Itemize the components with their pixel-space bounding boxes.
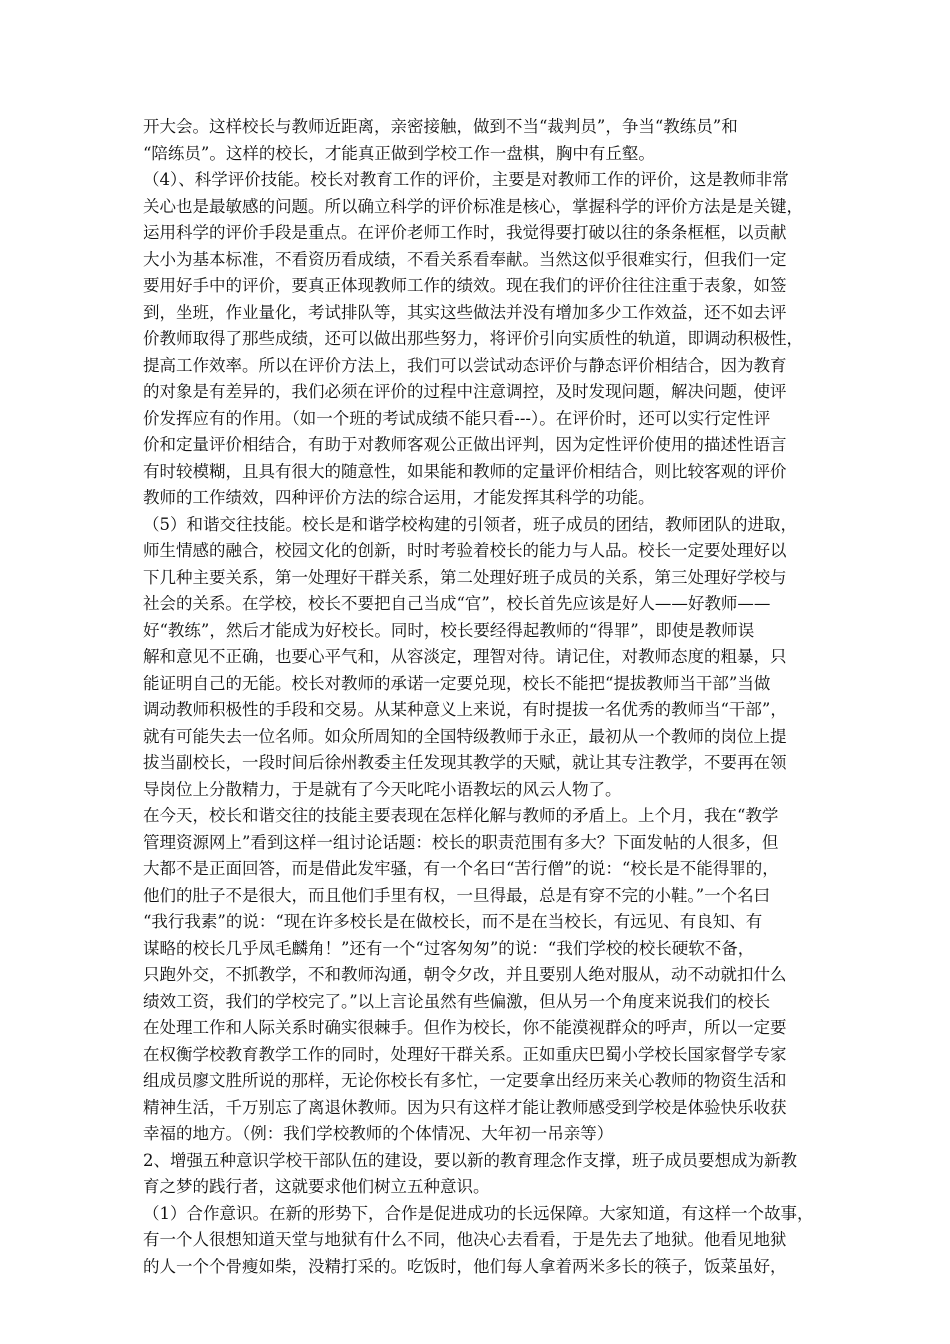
text-line: 导岗位上分散精力，于是就有了今天叱咤小语教坛的风云人物了。: [143, 779, 622, 799]
text-line: 师生情感的融合，校园文化的创新，时时考验着校长的能力与人品。校长一定要处理好以: [143, 541, 787, 560]
text-line: “陪练员”。这样的校长，才能真正做到学校工作一盘棋，胸中有丘壑。: [143, 143, 655, 163]
text-line: 精神生活，千万别忘了离退休教师。因为只有这样才能让教师感受到学校是体验快乐收获: [143, 1097, 787, 1117]
text-line: （5）和谐交往技能。校长是和谐学校构建的引领者，班子成员的团结，教师团队的进取，: [143, 514, 797, 534]
text-line: 社会的关系。在学校，校长不要把自己当成“官”，校长首先应该是好人——好教师——: [143, 594, 771, 613]
text-line: 好“教练”，然后才能成为好校长。同时，校长要经得起教师的“得罪”，即使是教师误: [143, 620, 755, 640]
text-line: 下几种主要关系，第一处理好干群关系，第二处理好班子成员的关系，第三处理好学校与: [143, 567, 787, 587]
text-line: 2、增强五种意识学校干部队伍的建设，要以新的教育理念作支撑，班子成员要想成为新教: [143, 1150, 797, 1170]
text-line: （1）合作意识。在新的形势下，合作是促进成功的长远保障。大家知道，有这样一个故事，: [143, 1203, 814, 1223]
text-line: 在今天，校长和谐交往的技能主要表现在怎样化解与教师的矛盾上。上个月，我在“教学: [143, 806, 779, 825]
text-line: 在处理工作和人际关系时确实很棘手。但作为校长，你不能漠视群众的呼声，所以一定要: [143, 1018, 787, 1037]
text-line: 到，坐班，作业量化，考试排队等，其实这些做法并没有增加多少工作效益，还不如去评: [143, 302, 787, 322]
text-line: 价发挥应有的作用。（如一个班的考试成绩不能只看---）。在评价时，还可以实行定性评: [143, 408, 771, 428]
text-line: 幸福的地方。（例：我们学校教师的个体情况、大年初一吊亲等）: [143, 1124, 614, 1143]
text-line: 他们的肚子不是很大，而且他们手里有权，一旦得最，总是有穿不完的小鞋。”一个名曰: [143, 885, 771, 905]
text-line: 价教师取得了那些成绩，还可以做出那些努力，将评价引向实质性的轨道，即调动积极性，: [143, 329, 803, 348]
text-line: 运用科学的评价手段是重点。在评价老师工作时，我觉得要打破以往的条条框框，以贡献: [143, 223, 787, 242]
text-line: 绩效工资，我们的学校完了。”以上言论虽然有些偏激，但从另一个角度来说我们的校长: [143, 991, 771, 1011]
text-line: 拔当副校长，一段时间后徐州教委主任发现其教学的天赋，就让其专注教学，不要再在领: [143, 753, 787, 772]
text-line: “我行我素”的说：“现在许多校长是在做校长，而不是在当校长，有远见、有良知、有: [143, 912, 763, 931]
text-line: 教师的工作绩效，四种评价方法的综合运用，才能发挥其科学的功能。: [143, 488, 655, 507]
text-line: 调动教师积极性的手段和交易。从某种意义上来说，有时提拔一名优秀的教师当“干部”，: [143, 700, 787, 719]
text-line: 价和定量评价相结合，有助于对教师客观公正做出评判，因为定性评价使用的描述性语言: [143, 435, 787, 454]
text-line: 有一个人很想知道天堂与地狱有什么不同，他决心去看看，于是先去了地狱。他看见地狱: [143, 1230, 787, 1249]
text-line: 大都不是正面回答，而是借此发牢骚，有一个名曰“苦行僧”的说：“校长是不能得罪的，: [143, 859, 779, 878]
text-line: 在权衡学校教育教学工作的同时，处理好干群关系。正如重庆巴蜀小学校长国家督学专家: [143, 1044, 787, 1064]
text-line: 大小为基本标准，不看资历看成绩，不看关系看奉献。当然这似乎很难实行，但我们一定: [143, 249, 787, 269]
text-line: 解和意见不正确，也要心平气和，从容淡定，理智对待。请记住，对教师态度的粗暴，只: [143, 647, 787, 666]
text-line: 提高工作效率。所以在评价方法上，我们可以尝试动态评价与静态评价相结合，因为教育: [143, 355, 787, 375]
document-body: [143, 114, 823, 1280]
text-line: 能证明自己的无能。校长对教师的承诺一定要兑现，校长不能把“提拔教师当干部”当做: [143, 673, 771, 693]
text-line: 要用好手中的评价，要真正体现教师工作的绩效。现在我们的评价往往注重于表象，如签: [143, 276, 787, 295]
text-line: 管理资源网上”看到这样一组讨论话题：校长的职责范围有多大？下面发帖的人很多，但: [143, 832, 779, 852]
text-line: 育之梦的践行者，这就要求他们树立五种意识。: [143, 1177, 490, 1196]
text-line: 开大会。这样校长与教师近距离，亲密接触，做到不当“裁判员”，争当“教练员”和: [143, 117, 738, 136]
text-line: 只跑外交，不抓教学，不和教师沟通，朝令夕改，并且要别人绝对服从，动不动就扣什么: [143, 965, 787, 984]
text-line: （4）、科学评价技能。校长对教育工作的评价，主要是对教师工作的评价，这是教师非常: [143, 170, 789, 189]
text-line: 关心也是最敏感的问题。所以确立科学的评价标准是核心，掌握科学的评价方法是是关键，: [143, 196, 803, 216]
text-line: 有时较模糊，且具有很大的随意性，如果能和教师的定量评价相结合，则比较客观的评价: [143, 461, 787, 481]
text-line: 谋略的校长几乎凤毛麟角！”还有一个“过客匆匆”的说：“我们学校的校长硬软不备，: [143, 938, 755, 958]
text-line: 组成员廖文胜所说的那样，无论你校长有多忙，一定要拿出经历来关心教师的物资生活和: [143, 1071, 787, 1090]
text-line: 的对象是有差异的，我们必须在评价的过程中注意调控，及时发现问题，解决问题，使评: [143, 382, 787, 401]
text-line: 的人一个个骨瘦如柴，没精打采的。吃饭时，他们每人拿着两米多长的筷子，饭菜虽好，: [143, 1256, 787, 1276]
text-line: 就有可能失去一位名师。如众所周知的全国特级教师于永正，最初从一个教师的岗位上提: [143, 726, 787, 746]
